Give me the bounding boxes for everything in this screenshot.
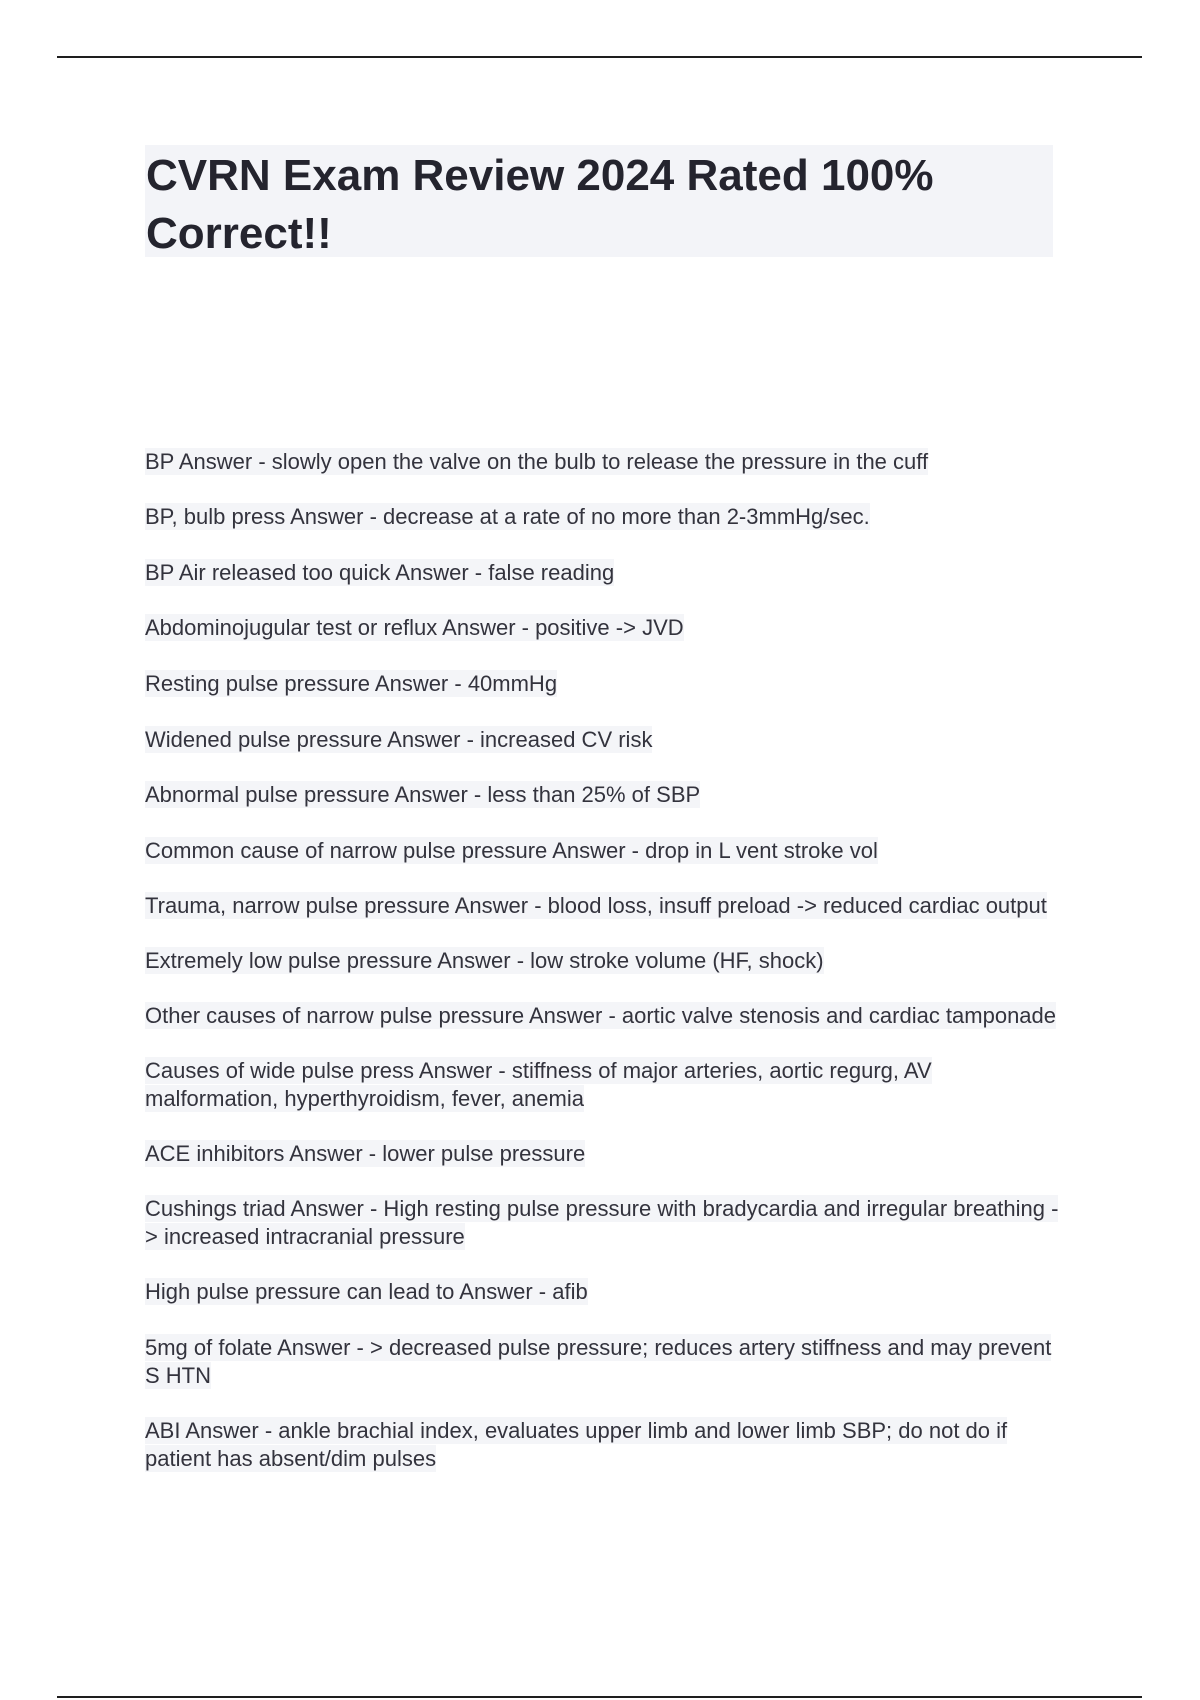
qa-item: [145, 892, 1065, 920]
qa-text: Common cause of narrow pulse pressure Answer - drop in L vent stroke vol: [145, 838, 878, 863]
qa-text: Abnormal pulse pressure Answer - less than 25% of SBP: [145, 782, 701, 807]
qa-item: [145, 503, 1065, 531]
qa-text: 5mg of folate Answer - > decreased pulse pressure; reduces artery stiffness and may prevent S HTN: [145, 1335, 1052, 1388]
qa-text: Abdominojugular test or reflux Answer - positive -> JVD: [145, 615, 684, 640]
qa-item: [145, 1278, 1065, 1306]
qa-text: ABI Answer - ankle brachial index, evaluates upper limb and lower limb SBP; do not do if patient has absent/dim pulses: [145, 1418, 1008, 1471]
page-title: CVRN Exam Review 2024 Rated 100% Correct!!: [146, 151, 934, 258]
qa-item: [145, 947, 1065, 975]
title-block: [145, 145, 1053, 257]
qa-item: [145, 1140, 1065, 1168]
qa-item: [145, 670, 1065, 698]
qa-text: BP, bulb press Answer - decrease at a rate of no more than 2-3mmHg/sec.: [145, 504, 870, 529]
qa-item: [145, 1057, 1065, 1113]
qa-text: BP Answer - slowly open the valve on the bulb to release the pressure in the cuff: [145, 449, 929, 474]
qa-text: Causes of wide pulse press Answer - stiffness of major arteries, aortic regurg, AV malformation, hyperthyroidism, fever, anemia: [145, 1058, 932, 1111]
qa-item: [145, 1195, 1065, 1251]
qa-item: [145, 1334, 1065, 1390]
qa-text: ACE inhibitors Answer - lower pulse pressure: [145, 1141, 586, 1166]
qa-item: [145, 559, 1065, 587]
qa-text: Extremely low pulse pressure Answer - low stroke volume (HF, shock): [145, 948, 824, 973]
qa-text: High pulse pressure can lead to Answer - afib: [145, 1279, 588, 1304]
qa-item: [145, 781, 1065, 809]
qa-text: Resting pulse pressure Answer - 40mmHg: [145, 671, 558, 696]
qa-text: Trauma, narrow pulse pressure Answer - blood loss, insuff preload -> reduced cardiac output: [145, 893, 1047, 918]
qa-text: BP Air released too quick Answer - false reading: [145, 560, 615, 585]
qa-item: [145, 726, 1065, 754]
qa-text: Other causes of narrow pulse pressure Answer - aortic valve stenosis and cardiac tamponade: [145, 1003, 1057, 1028]
qa-item: [145, 837, 1065, 865]
qa-item: [145, 1002, 1065, 1030]
qa-list: [145, 448, 1065, 1473]
qa-item: [145, 614, 1065, 642]
qa-text: Cushings triad Answer - High resting pulse pressure with bradycardia and irregular breathing -> increased intracranial pressure: [145, 1196, 1059, 1249]
qa-item: [145, 1417, 1065, 1473]
qa-text: Widened pulse pressure Answer - increased CV risk: [145, 727, 653, 752]
bottom-rule: [57, 1696, 1142, 1698]
top-rule: [57, 56, 1142, 58]
qa-item: [145, 448, 1065, 476]
